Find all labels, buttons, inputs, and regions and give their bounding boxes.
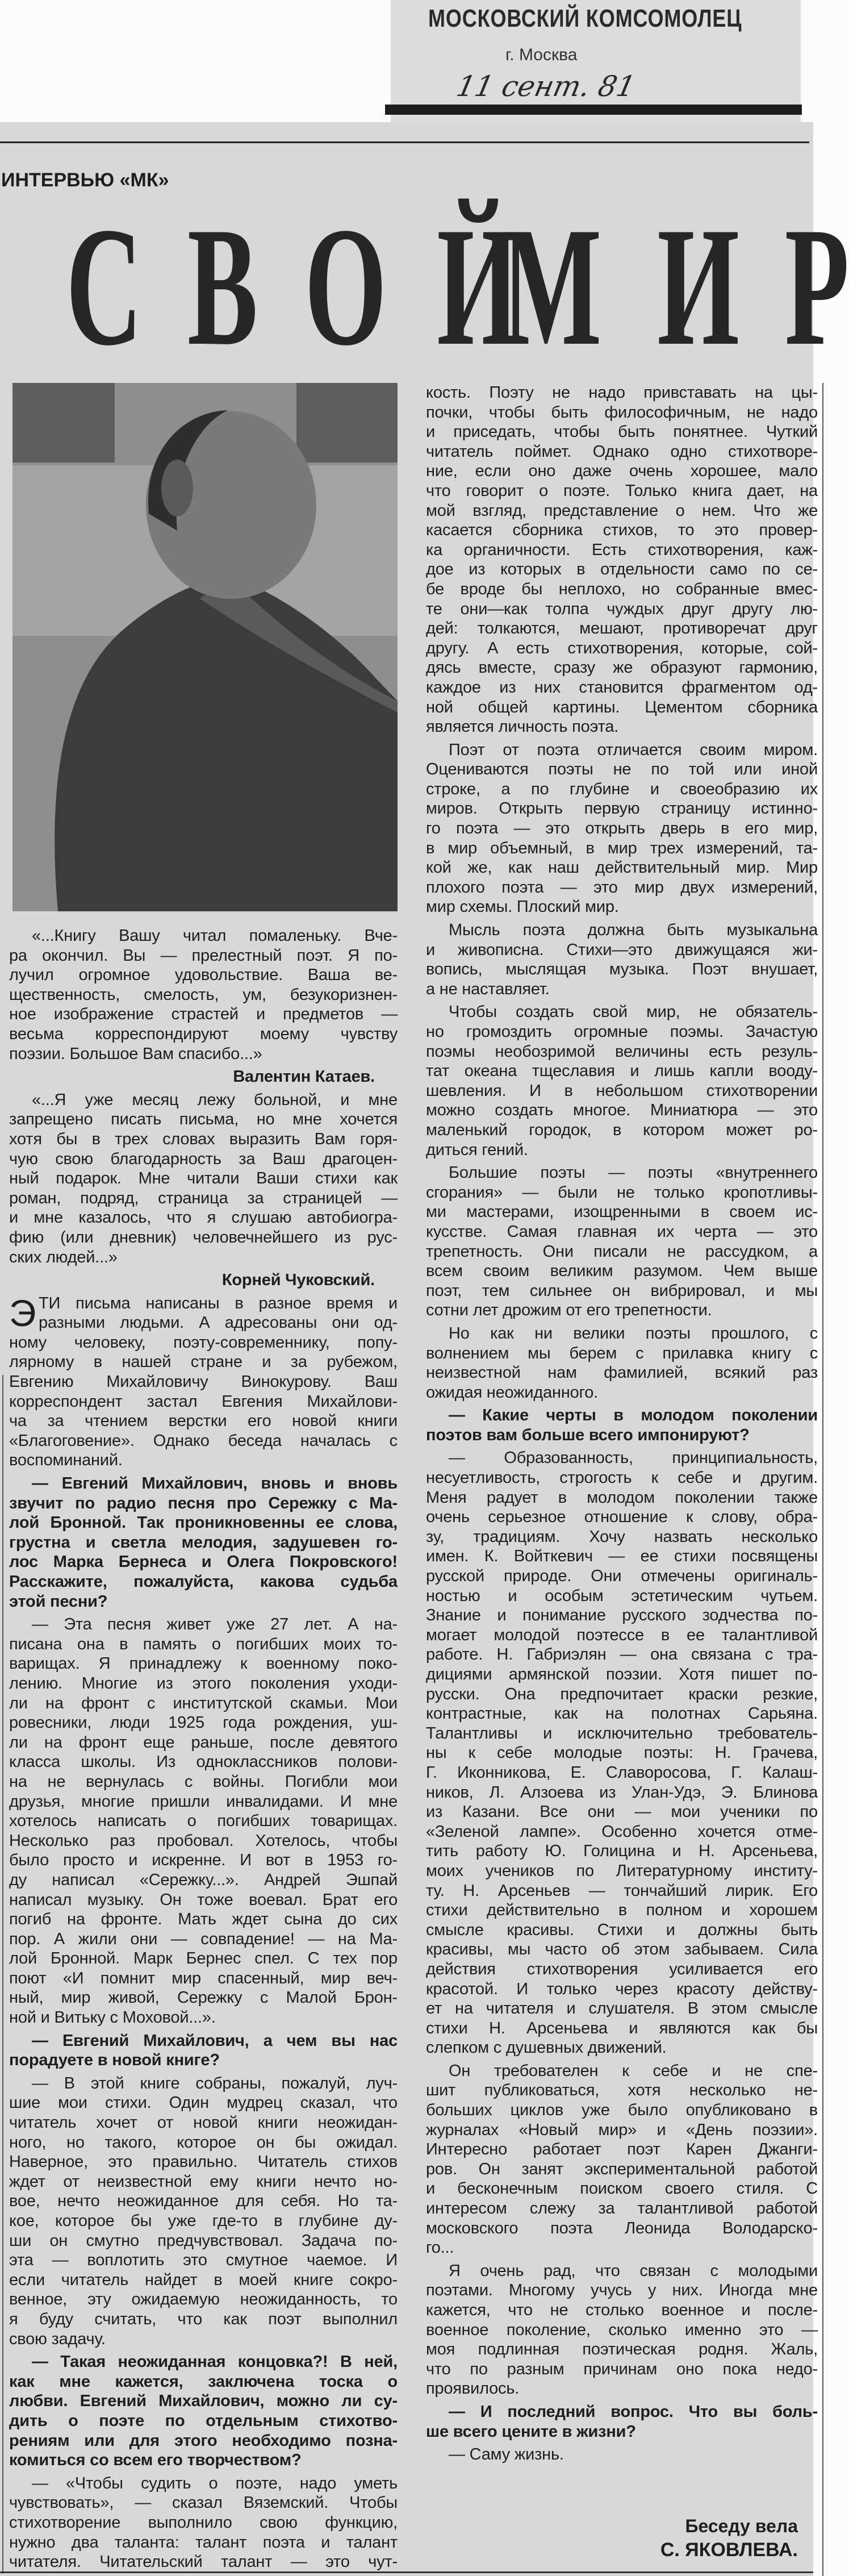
text-line: шевления. И в небольшом стихотворении [426, 1081, 818, 1100]
text-line: кое, которое бы уже где-то в глубине ду- [9, 2212, 398, 2230]
interview-question [9, 1474, 398, 1611]
text-line: как мне кажется, заключена тоска о [9, 2372, 398, 2391]
text-line: можно создать многое. Миниатюра — это [426, 1101, 818, 1120]
text-line: дясь вместе, сразу же образуют гармонию, [426, 658, 818, 677]
text-line: Он требователен к себе и не спе- [449, 2061, 818, 2080]
text-line: го... [426, 2239, 454, 2257]
text-line: русски. Она предпочитает краски резкие, [426, 1685, 818, 1703]
text-line: поэмы необозримой величины есть резуль- [426, 1042, 818, 1061]
text-line: Знание и понимание русского зодчества по- [426, 1606, 818, 1625]
headline-letter: И [657, 192, 740, 381]
text-line: ми мастерами, изощренными в своем ис- [426, 1203, 818, 1222]
text-line: Оцениваются поэты не по той или иной [426, 760, 818, 779]
text-line: свою задачу. [9, 2329, 106, 2348]
paragraph [9, 2074, 398, 2349]
text-line: русской природе. Они отмечены оригиналь- [426, 1567, 818, 1586]
text-line: дое из которых в отдельности само по се- [426, 560, 818, 579]
text-line: поют «И помнит мир спасенный, мир веч- [9, 1969, 398, 1987]
text-line: Чтобы создать свой мир, не обязатель- [449, 1003, 818, 1022]
text-line: ров. Он занят экспериментальной работой [426, 2160, 818, 2178]
text-line: красотой. И только через красоту действу- [426, 1979, 818, 1998]
text-line: «Благоговение». Однако беседа началась с [9, 1431, 398, 1450]
text-line: варищах. Я принадлежу к военному поко- [9, 1654, 398, 1673]
text-line: ный, мир живой, Сережку с Малой Брон- [9, 1989, 398, 2007]
text-line: московского поэта Леонида Володарско- [426, 2219, 818, 2237]
text-line: ной и Витьку с Моховой...». [9, 2008, 216, 2027]
text-line: — Евгений Михайлович, вновь и вновь [32, 1474, 398, 1493]
text-line: и живописна. Стихи—это движущаяся жи- [426, 940, 818, 959]
text-line: маленький городок, в котором может ро- [426, 1120, 818, 1139]
footer-rule [0, 2571, 813, 2573]
interview-question [9, 2031, 398, 2070]
text-line: — Евгений Михайлович, а чем вы нас [32, 2031, 398, 2050]
text-line: тить работу Ю. Голицина и Н. Арсеньева, [426, 1842, 818, 1861]
quote-signature [9, 1270, 398, 1290]
text-line: ному человеку, поэту-современнику, попу- [9, 1333, 398, 1352]
text-line: что по разным причинам оно пока недо- [426, 2360, 818, 2378]
text-line: лению. Многие из этого поколения уходи- [9, 1674, 398, 1693]
text-line: зу, традициям. Хочу назвать несколько [426, 1527, 818, 1546]
text-line: плохого поэта — это мир двух измерений, [426, 878, 818, 897]
text-line: тат океана тщеславия и лишь капли вооду- [426, 1062, 818, 1081]
text-line: написал музыку. Он тоже воевал. Брат его [9, 1890, 398, 1909]
text-line: является личность поэта. [426, 718, 619, 736]
text-line: рениям или для этого необходимо позна- [9, 2431, 398, 2450]
text-line: всем своим великим разумом. Чем выше [426, 1262, 818, 1281]
text-line: ли на фронт с институтской скамьи. Мои [9, 1694, 398, 1712]
text-line: сгорания» — были не только кропотливы- [426, 1183, 818, 1202]
text-line: ние, если оно даже очень хорошее, мало [426, 462, 818, 481]
text-line: стихи Н. Арсеньева и являются как бы [426, 2019, 818, 2037]
portrait-photo [12, 383, 398, 911]
text-line: го поэта — это открыть дверь в его мир, [426, 819, 818, 838]
text-line: читатель хочет от новой книги неожидан- [9, 2114, 398, 2132]
text-line: сотни лет дрожим от его трепетности. [426, 1301, 712, 1320]
text-line: Валентин Катаев. [233, 1068, 375, 1086]
text-line: нужно два таланта: талант поэта и талант [9, 2533, 398, 2552]
text-line: Но как ни велики поэты прошлого, с [449, 1324, 818, 1343]
text-line: неизвестной нам фамилией, всякий раз [426, 1364, 818, 1382]
text-line: миров. Открыть первую страницу истинно- [426, 799, 818, 818]
text-line: ча за чтением верстки его новой книги [9, 1412, 398, 1431]
text-line: вопись, мыслящая музыка. Поэт внушает, [426, 960, 818, 979]
text-line: моя подлинная поэтическая родня. Жаль, [426, 2340, 818, 2359]
text-line: трепетность. Они писали не рассудком, а [426, 1242, 818, 1261]
text-line: работе. Н. Габриэлян — она связана с тра- [426, 1645, 818, 1664]
text-line: «...Я уже месяц лежу больной, и мне [32, 1090, 398, 1109]
column-rule-right [822, 383, 823, 2576]
text-line: воспоминаний. [9, 1451, 123, 1470]
text-line: — Какие черты в молодом поколении [449, 1406, 818, 1425]
headline-letter: С [66, 192, 143, 381]
headline-letter: Р [784, 192, 849, 381]
text-line: «...Книгу Вашу читал помаленьку. Вче- [32, 927, 398, 945]
header-rule [0, 141, 809, 143]
text-line: почки, чтобы быть философичным, не надо [426, 403, 818, 422]
text-line: Мысль поэта должна быть музыкальна [449, 921, 818, 940]
paragraph [9, 2474, 398, 2572]
text-line: слепком с душевных движений. [426, 2039, 667, 2057]
article-column-right [426, 383, 818, 2468]
text-line: ду написал «Сережку...». Андрей Эшпай [9, 1870, 398, 1889]
text-line: Большие поэты — поэты «внутреннего [449, 1164, 818, 1182]
text-line: пор. А жили они — совпадение! — на Ма- [9, 1929, 398, 1948]
text-line: ра окончил. Вы — прелестный поэт. Я по- [9, 946, 398, 965]
text-line: ту. Н. Арсеньев — тончайший лирик. Его [426, 1881, 818, 1900]
text-line: писана она в память о погибших моих то- [9, 1635, 398, 1653]
paragraph [426, 1163, 818, 1320]
text-line: вое, нечто неожиданное для себя. Но та- [9, 2192, 398, 2211]
headline-word-2 [471, 192, 849, 381]
text-line: проявилось. [426, 2379, 520, 2398]
column-rule-left [2, 1375, 3, 2574]
text-line: — В этой книге собраны, пожалуй, луч- [32, 2074, 398, 2093]
text-line: запрещено писать письма, но мне хочется [9, 1110, 398, 1129]
text-line: кой же, как наш действительный мир. Мир [426, 858, 818, 877]
text-line: разными людьми. А адресованы они од- [39, 1314, 398, 1332]
text-line: мир схемы. Плоский мир. [426, 898, 619, 916]
text-line: дить о поэте по отдельным стихотво- [9, 2411, 398, 2430]
photo-window-right [296, 383, 398, 462]
text-line: дей: толкаются, мешают, противоречат друг [426, 619, 818, 638]
text-line: хотелось написать о погибших товарищах. [9, 1812, 398, 1831]
paragraph [426, 1448, 818, 2057]
text-line: и бесконечным поиском своего стиля. С [426, 2179, 818, 2198]
headline-letter: М [501, 192, 602, 381]
text-line: лос Марка Бернеса и Олега Покровского! [9, 1553, 398, 1572]
text-line: что говорит о поэте. Только книга дает, на [426, 481, 818, 500]
text-line: Наверное, это правильно. Читатель стихов [9, 2153, 398, 2171]
rubric-label: ИНТЕРВЬЮ «МК» [1, 169, 169, 191]
text-line: диться гений. [426, 1140, 528, 1159]
text-line: этой песни? [9, 1592, 108, 1611]
text-line: из Казани. Все они — мои ученики по [426, 1803, 818, 1821]
text-line: ли на фронт еще раньше, после девятого [9, 1733, 398, 1752]
text-line: ное изображение страстей и предметов — [9, 1005, 398, 1024]
text-line: лярному в нашей стране и за рубежом, [9, 1353, 398, 1372]
text-line: — Эта песня живет уже 27 лет. А на- [32, 1615, 398, 1634]
text-line: эта — воплотить это смутное чаемое. И [9, 2251, 398, 2270]
text-line: ше всего цените в жизни? [426, 2422, 636, 2441]
text-line: поэтов вам больше всего импонируют? [426, 1425, 750, 1444]
paragraph [426, 920, 818, 999]
text-line: ный подарок. Мне читали Ваши стихи как [9, 1169, 398, 1188]
headline-word-1 [43, 192, 520, 381]
text-line: строке, а по глубине и своеобразию их [426, 780, 818, 798]
text-line: касается сборника стихов, то это провер- [426, 521, 818, 540]
text-line: Я очень рад, что связан с молодыми [449, 2261, 818, 2280]
text-line: Расскажите, пожалуйста, какова судьба [9, 1573, 398, 1591]
text-line: интересом слежу за талантливой работой [426, 2199, 818, 2218]
text-line: щественность, смелость, ум, безукоризнен- [9, 985, 398, 1004]
text-line: ожидая неожиданного. [426, 1383, 599, 1402]
byline-author: С. ЯКОВЛЕВА. [660, 2539, 798, 2561]
text-line: ТИ письма написаны в разное время и [39, 1294, 398, 1312]
stamp-handwritten-date: 11 сент. 81 [453, 70, 639, 103]
text-line: несуетливость, строгость к себе и другим. [426, 1469, 818, 1487]
text-line: венное, эту ожидаемую неожиданность, то [9, 2290, 398, 2309]
text-line: смысле красивы. Стихи и должны быть [426, 1920, 818, 1939]
text-line: чую свою благодарность за Ваш драгоцен- [9, 1149, 398, 1168]
text-line: могает молодой поэтессе в ее талантливой [426, 1625, 818, 1644]
text-line: было просто и искренне. И вот в 1953 го- [9, 1851, 398, 1870]
interview-question [9, 2352, 398, 2470]
text-line: корреспондент застал Евгения Михайлови- [9, 1392, 398, 1411]
text-line: ет на читателя и слушателя. В этом смысле [426, 1999, 818, 2018]
text-line: ников, Л. Алзоева из Улан-Удэ, Э. Блинова [426, 1783, 818, 1802]
text-line: и мне казалось, что я слушаю автобиогра- [9, 1208, 398, 1227]
text-line: читателя. Читательский талант — это чут- [9, 2553, 398, 2571]
paragraph [9, 1615, 398, 2027]
text-line: бе вроде бы неплохо, но собранные вмес- [426, 580, 818, 598]
text-line: стихи действительно в полном и хорошем [426, 1901, 818, 1920]
text-line: кость. Поэту не надо привставать на цы- [426, 384, 818, 402]
headline-letter: В [187, 192, 258, 381]
text-line: моих учеников по Литературному институ- [426, 1861, 818, 1880]
text-line: на не вернулась с войны. Погибли мои [9, 1772, 398, 1791]
text-line: ной общей картины. Цементом сборника [426, 698, 818, 716]
text-line: но громоздить огромные поэмы. Зачастую [426, 1023, 818, 1041]
text-line: Несколько раз пробовал. Хотелось, чтобы [9, 1831, 398, 1850]
headline-letter: Й [437, 192, 520, 381]
text-line: и приседать, чтобы быть понятнее. Чуткий [426, 423, 818, 441]
text-line: поэт, тем сильнее он вибрировал, и мы [426, 1281, 818, 1300]
text-line: Г. Иконникова, Е. Славоросова, Г. Калаш- [426, 1763, 818, 1782]
text-line: грустна и светла мелодия, задушевен го- [9, 1533, 398, 1552]
paragraph [426, 2061, 818, 2258]
text-line: — Такая неожиданная концовка?! В ней, [32, 2353, 398, 2371]
text-line: ских людей...» [9, 1248, 118, 1266]
text-line: — Образованность, принципиальность, [449, 1449, 818, 1468]
quote-signature [9, 1067, 398, 1087]
text-line: — И последний вопрос. Что вы боль- [449, 2402, 818, 2421]
text-line: ны к себе молодые поэты: Н. Грачева, [426, 1744, 818, 1762]
text-line: журналах «Новый мир» и «День поэзии». [426, 2120, 818, 2139]
paragraph [9, 926, 398, 1064]
text-line: класса школы. Из одноклассников полови- [9, 1753, 398, 1771]
text-line: лой Бронной. Так проникновенны ее слова, [9, 1514, 398, 1532]
stamp-divider [385, 105, 802, 115]
text-line: волнением мы берем с прилавка книгу с [426, 1344, 818, 1362]
text-line: комиться со всем его творчеством? [9, 2451, 302, 2470]
text-line: чувствовать», — сказал Вяземский. Чтобы [9, 2494, 398, 2512]
paragraph [426, 2261, 818, 2399]
text-line: дициями армянской поэзии. Хотя пишет по- [426, 1665, 818, 1683]
text-line: — Саму жизнь. [449, 2445, 564, 2464]
text-line: кусстве. Самая главная их черта — это [426, 1222, 818, 1241]
text-line: ши он смутно предчувствовал. Задача по- [9, 2231, 398, 2250]
paragraph [426, 2445, 818, 2465]
text-line: Поэт от поэта отличается своим миром. [449, 740, 818, 759]
text-line: лучил огромное удовольствие. Ваша ве- [9, 966, 398, 985]
byline-label: Беседу вела [685, 2516, 798, 2536]
text-line: Меня радует в молодом поколении также [426, 1488, 818, 1507]
text-line: ностью и особым эстетическим чутьем. [426, 1586, 818, 1605]
text-line: другу. А есть стихотворения, которые, сой- [426, 639, 818, 657]
text-line: звучит по радио песня про Сережку с Ма- [9, 1494, 398, 1512]
paragraph [9, 1090, 398, 1267]
text-line: Евгению Михайловичу Винокурову. Ваш [9, 1373, 398, 1391]
text-line: читатель поймет. Однако одно стихотворе- [426, 442, 818, 461]
text-line: каждое из них становится фрагментом од- [426, 678, 818, 697]
text-line: красивы, мы часто об этом забываем. Сила [426, 1940, 818, 1959]
interview-question [426, 1406, 818, 1445]
text-line: те они—как толпа чуждых друг другу лю- [426, 599, 818, 618]
intro-paragraph [9, 1291, 398, 1470]
drop-cap: Э [9, 1291, 36, 1334]
text-line: фию (или дневник) человечнейшего из рус- [9, 1228, 398, 1247]
text-line: ного, но такого, которое он бы ожидал. [9, 2133, 398, 2152]
text-line: ка органичности. Есть стихотворения, каж- [426, 540, 818, 559]
text-line: ровесники, люди 1925 года рождения, уш- [9, 1714, 398, 1732]
text-line: кажется, что не столько военное и после- [426, 2301, 818, 2319]
interview-question [426, 2402, 818, 2441]
text-line: друзья, многие пришли инвалидами. И мне [9, 1792, 398, 1811]
text-line: стихотворение выполнило свою функцию, [9, 2513, 398, 2532]
photo-ear [161, 460, 193, 516]
text-line: в мир объемный, в мир трех измерений, та- [426, 839, 818, 857]
byline [660, 2514, 798, 2562]
text-line: роман, подряд, страница за страницей — [9, 1189, 398, 1207]
paragraph [426, 1002, 818, 1160]
stamp-newspaper-name: МОСКОВСКИЙ КОМСОМОЛЕЦ [428, 5, 742, 32]
text-line: больших циклов уже было опубликовано в [426, 2101, 818, 2120]
paragraph [426, 383, 818, 737]
text-line: шит публиковаться, хотя несколько не- [426, 2081, 818, 2100]
paragraph [426, 1324, 818, 1402]
text-line: поэзии. Большое Вам спасибо...» [9, 1044, 262, 1063]
text-line: очень серьезное отношение к слову, обра- [426, 1508, 818, 1527]
text-line: порадуете в новой книге? [9, 2051, 220, 2070]
text-line: имен. К. Войткевич — ее стихи посвящены [426, 1547, 818, 1566]
text-line: Талантливы и исключительно требователь- [426, 1724, 818, 1743]
text-line: весьма корреспондируют моему чувству [9, 1024, 398, 1043]
headline-letter: О [304, 192, 387, 381]
text-line: действия стихотворения усиливается его [426, 1960, 818, 1978]
text-line: Корней Чуковский. [221, 1271, 375, 1290]
text-line: погиб на фронте. Мать ждет сына до сих [9, 1910, 398, 1929]
text-line: любви. Евгений Михайлович, можно ли су- [9, 2392, 398, 2411]
article-column-left [9, 926, 398, 2575]
text-line: а не наставляет. [426, 979, 550, 998]
text-line: хотя бы в трех словах выразить Вам горя- [9, 1129, 398, 1148]
photo-window-left [12, 383, 115, 462]
text-line: если читатель найдет в моей книге сокро- [9, 2270, 398, 2289]
text-line: — «Чтобы судить о поэте, надо уметь [32, 2474, 398, 2492]
paragraph [426, 740, 818, 917]
text-line: военное поколение, сколько именно это — [426, 2320, 818, 2339]
text-line: мой взгляд, представление о нем. Что же [426, 501, 818, 520]
text-line: лой Бронной. Марк Бернес спел. С тех пор [9, 1949, 398, 1968]
text-line: шие мои стихи. Один мудрец сказал, что [9, 2094, 398, 2112]
text-line: поэтами. Многому учусь у них. Иногда мне [426, 2281, 818, 2300]
text-line: я буду считать, что как поэт выполнил [9, 2310, 398, 2328]
stamp-city: г. Москва [505, 45, 578, 64]
text-line: ждет от неизвестной ему книги нечто но- [9, 2172, 398, 2191]
text-line: контрастные, как на полотнах Сарьяна. [426, 1704, 818, 1723]
text-line: Интересно работает поэт Карен Джанги- [426, 2140, 818, 2159]
text-line: «Зеленой лампе». Особенно хочется отме- [426, 1822, 818, 1841]
